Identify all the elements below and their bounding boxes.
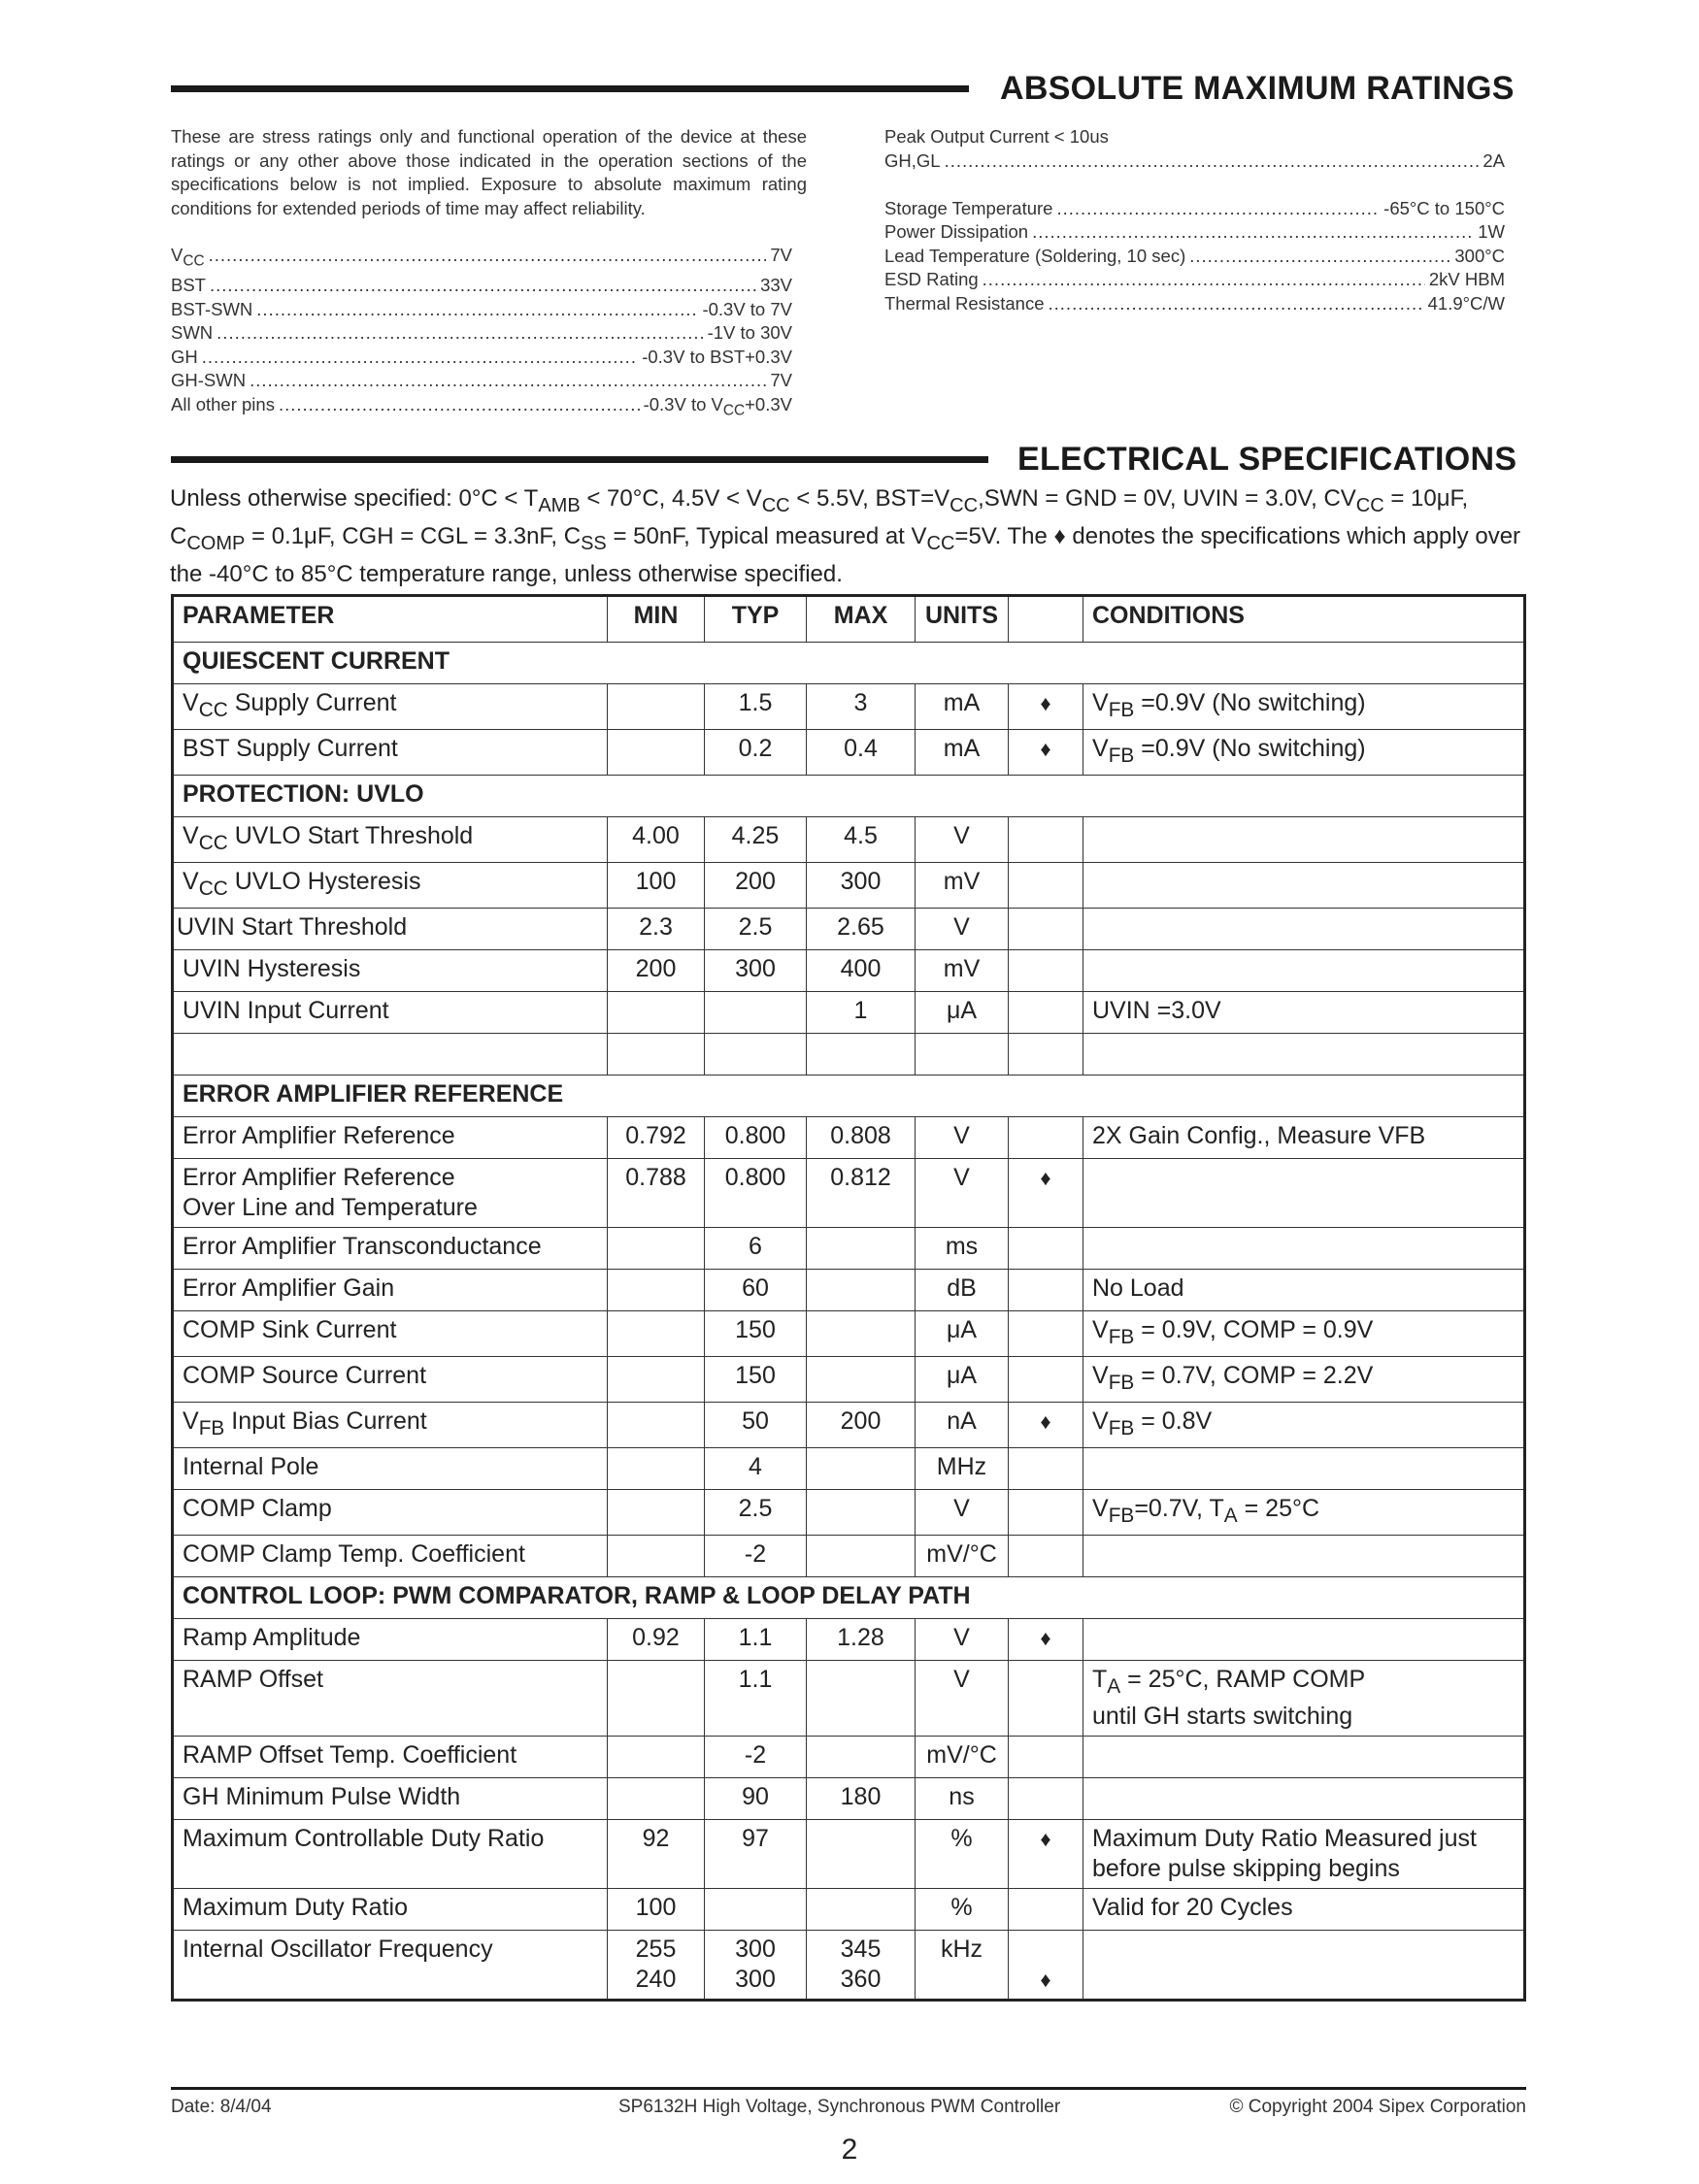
temp-range-diamond-cell xyxy=(1009,1619,1083,1661)
amr-intro: These are stress ratings only and functional operation of the device at these ratings or any other above those indicated in the operation sections of the specifications below is not implied. Exposure to absolute maximum rating conditions for extended periods of time may affect reliability. xyxy=(171,126,807,218)
rating-label: GH xyxy=(171,346,198,367)
rating-value: 7V xyxy=(770,370,792,391)
table-cell xyxy=(608,1490,705,1536)
table-cell: 3 xyxy=(807,684,916,730)
column-header: CONDITIONS xyxy=(1083,596,1525,643)
temp-range-diamond-cell xyxy=(1009,684,1083,730)
table-cell xyxy=(1083,1228,1525,1270)
table-cell xyxy=(807,1820,916,1889)
table-cell: 0.792 xyxy=(608,1117,705,1159)
table-cell: mV/°C xyxy=(916,1536,1009,1577)
table-cell: 300 xyxy=(705,950,807,992)
table-cell: ns xyxy=(916,1778,1009,1820)
table-cell: Error Amplifier Reference Over Line and Temperature xyxy=(173,1159,608,1228)
rating-label: BST xyxy=(171,275,206,296)
table-cell: dB xyxy=(916,1270,1009,1311)
table-row xyxy=(173,1820,1525,1889)
table-cell xyxy=(1083,1778,1525,1820)
table-cell: 1 xyxy=(807,992,916,1034)
table-cell: RAMP Offset Temp. Coefficient xyxy=(173,1737,608,1778)
table-cell: 97 xyxy=(705,1820,807,1889)
table-cell: No Load xyxy=(1083,1270,1525,1311)
table-cell: 60 xyxy=(705,1270,807,1311)
table-cell: 90 xyxy=(705,1778,807,1820)
temp-range-diamond-cell xyxy=(1009,730,1083,776)
table-cell xyxy=(807,1228,916,1270)
table-cell: 150 xyxy=(705,1311,807,1357)
table-cell xyxy=(608,1270,705,1311)
table-cell: % xyxy=(916,1820,1009,1889)
rating-label: Thermal Resistance xyxy=(884,292,1045,314)
table-cell xyxy=(807,1311,916,1357)
table-cell: $V_{FB}=0.7V$, $T_A = 25^\circ C$ xyxy=(1083,1490,1525,1536)
amr-left-list xyxy=(171,244,792,423)
rating-value: -65°C to 150°C xyxy=(1383,197,1505,218)
table-cell: V xyxy=(916,1661,1009,1737)
table-cell xyxy=(1083,1619,1525,1661)
table-cell: ms xyxy=(916,1228,1009,1270)
table-cell: UVIN Start Threshold xyxy=(173,909,608,950)
table-cell: $T_A = 25^\circ C$, RAMP COMP until GH starts switching xyxy=(1083,1661,1525,1737)
temp-range-diamond-cell xyxy=(1009,992,1083,1034)
table-header-row xyxy=(173,596,1525,643)
table-row xyxy=(173,1448,1525,1490)
table-cell xyxy=(608,1737,705,1778)
table-row xyxy=(173,1490,1525,1536)
table-cell: UVIN Input Current xyxy=(173,992,608,1034)
table-cell: $V_{CC}$ UVLO Hysteresis xyxy=(173,863,608,909)
table-cell: 6 xyxy=(705,1228,807,1270)
rating-value: 300°C xyxy=(1454,245,1505,266)
temp-range-diamond-cell xyxy=(1009,1661,1083,1737)
table-cell: 1.1 xyxy=(705,1661,807,1737)
table-row xyxy=(173,1536,1525,1577)
table-cell xyxy=(807,1270,916,1311)
table-cell: μA xyxy=(916,1311,1009,1357)
table-row xyxy=(173,817,1525,863)
table-cell: Maximum Controllable Duty Ratio xyxy=(173,1820,608,1889)
column-header xyxy=(1009,596,1083,643)
table-cell: mA xyxy=(916,684,1009,730)
diamond-icon: ♦ xyxy=(1040,1968,1051,1992)
diamond-icon: ♦ xyxy=(1040,1827,1051,1851)
table-cell xyxy=(1083,950,1525,992)
diamond-icon: ♦ xyxy=(1040,1626,1051,1650)
rating-label: SWN xyxy=(171,322,214,344)
column-header: PARAMETER xyxy=(173,596,608,643)
table-row xyxy=(173,992,1525,1034)
table-cell: 4.00 xyxy=(608,817,705,863)
table-row xyxy=(173,950,1525,992)
rating-label: $V_{CC}$ xyxy=(171,245,205,270)
table-row xyxy=(173,1778,1525,1820)
rating-label: Storage Temperature xyxy=(884,197,1053,218)
table-row xyxy=(173,1737,1525,1778)
table-cell xyxy=(608,1357,705,1403)
page-number: 2 xyxy=(841,2134,858,2166)
table-cell: Error Amplifier Transconductance xyxy=(173,1228,608,1270)
table-row xyxy=(173,1117,1525,1159)
table-cell: 150 xyxy=(705,1357,807,1403)
rating-value: 2kV HBM xyxy=(1428,269,1505,289)
table-cell: 0.800 xyxy=(705,1159,807,1228)
temp-range-diamond-cell xyxy=(1009,1820,1083,1889)
temp-range-diamond-cell xyxy=(1009,909,1083,950)
leader-dots xyxy=(250,369,766,393)
es-rule xyxy=(171,456,988,463)
table-cell: mV/°C xyxy=(916,1737,1009,1778)
temp-range-diamond-cell xyxy=(1009,1737,1083,1778)
leader-dots xyxy=(1056,197,1380,221)
rating-value: -0.3V to BST+0.3V xyxy=(642,346,792,367)
temp-range-diamond-cell xyxy=(1009,817,1083,863)
table-cell: 300 300 xyxy=(705,1931,807,2001)
leader-dots xyxy=(983,268,1425,292)
temp-range-diamond-cell xyxy=(1009,1117,1083,1159)
table-cell: 2.3 xyxy=(608,909,705,950)
table-cell: Maximum Duty Ratio Measured just before pulse skipping begins xyxy=(1083,1820,1525,1889)
table-cell: Internal Oscillator Frequency xyxy=(173,1931,608,2001)
table-cell: μA xyxy=(916,992,1009,1034)
table-cell: V xyxy=(916,909,1009,950)
table-cell: 0.2 xyxy=(705,730,807,776)
rating-label: GH-SWN xyxy=(171,370,247,391)
table-cell: 92 xyxy=(608,1820,705,1889)
table-cell: UVIN Hysteresis xyxy=(173,950,608,992)
temp-range-diamond-cell xyxy=(1009,1931,1083,2001)
table-row xyxy=(173,684,1525,730)
leader-dots xyxy=(256,298,698,322)
table-row xyxy=(173,1357,1525,1403)
table-cell: $V_{CC}$ UVLO Start Threshold xyxy=(173,817,608,863)
table-cell: V xyxy=(916,1619,1009,1661)
table-cell: 0.92 xyxy=(608,1619,705,1661)
table-cell xyxy=(807,1536,916,1577)
table-row xyxy=(173,1403,1525,1448)
table-cell: Error Amplifier Gain xyxy=(173,1270,608,1311)
column-header: MAX xyxy=(807,596,916,643)
table-cell: 0.800 xyxy=(705,1117,807,1159)
temp-range-diamond-cell xyxy=(1009,1490,1083,1536)
table-cell xyxy=(807,1490,916,1536)
table-cell xyxy=(1083,1034,1525,1075)
rating-value: -0.3V to $V_{CC}+0.3V$ xyxy=(643,393,792,419)
table-cell: 200 xyxy=(807,1403,916,1448)
amr-rule xyxy=(171,85,969,92)
table-cell: -2 xyxy=(705,1737,807,1778)
table-cell xyxy=(1083,909,1525,950)
temp-range-diamond-cell xyxy=(1009,863,1083,909)
table-section-row xyxy=(173,776,1525,817)
temp-range-diamond-cell xyxy=(1009,1159,1083,1228)
table-cell xyxy=(608,684,705,730)
temp-range-diamond-cell xyxy=(1009,1034,1083,1075)
leader-dots xyxy=(209,244,767,274)
table-cell xyxy=(608,730,705,776)
table-cell: % xyxy=(916,1889,1009,1931)
table-row xyxy=(173,863,1525,909)
rating-row xyxy=(884,268,1505,292)
temp-range-diamond-cell xyxy=(1009,1228,1083,1270)
table-cell: GH Minimum Pulse Width xyxy=(173,1778,608,1820)
section-title: QUIESCENT CURRENT xyxy=(173,643,1525,684)
rating-row xyxy=(884,149,1505,174)
table-cell: 4 xyxy=(705,1448,807,1490)
table-cell: Valid for 20 Cycles xyxy=(1083,1889,1525,1931)
rating-row xyxy=(171,321,792,346)
es-intro: Unless otherwise specified: $0^\circ C < T_{AMB} < 70^\circ C$, $4.5V < V_{CC} < 5.5V$, $BST=V_{CC},SWN$ = GND = 0V, UVIN = 3.0V, $CV_{CC} = 10\mu F$, $C_{COMP} = 0.1\mu F$, CGH = CGL = 3.3nF, $C_{SS} = 50nF$, Typical measured at $V_{CC}=5V$. The ♦ denotes the specifications which apply over the -40°C to 85°C temperature range, unless otherwise specified. xyxy=(170,485,1521,587)
column-header: UNITS xyxy=(916,596,1009,643)
rating-label: All other pins xyxy=(171,393,275,414)
temp-range-diamond-cell xyxy=(1009,1403,1083,1448)
leader-dots xyxy=(217,321,703,346)
table-cell: 0.808 xyxy=(807,1117,916,1159)
table-cell: BST Supply Current xyxy=(173,730,608,776)
footer-rule xyxy=(171,2087,1526,2090)
amr-title: ABSOLUTE MAXIMUM RATINGS xyxy=(1000,70,1515,107)
table-row xyxy=(173,1311,1525,1357)
diamond-icon: ♦ xyxy=(1040,691,1051,715)
es-header xyxy=(171,441,1526,479)
rating-value: 41.9°C/W xyxy=(1427,292,1505,314)
table-cell: nA xyxy=(916,1403,1009,1448)
table-cell xyxy=(807,1448,916,1490)
rating-row xyxy=(884,197,1505,221)
table-cell: 0.788 xyxy=(608,1159,705,1228)
rating-label: BST-SWN xyxy=(171,298,253,319)
table-cell: 0.812 xyxy=(807,1159,916,1228)
temp-range-diamond-cell xyxy=(1009,1357,1083,1403)
leader-dots xyxy=(1049,292,1424,316)
table-cell: MHz xyxy=(916,1448,1009,1490)
rating-row xyxy=(171,274,792,298)
table-cell xyxy=(608,1661,705,1737)
table-cell: 2.5 xyxy=(705,909,807,950)
rating-row xyxy=(171,244,792,274)
table-cell: 2.65 xyxy=(807,909,916,950)
rating-label: ESD Rating xyxy=(884,269,979,289)
table-cell: 2.5 xyxy=(705,1490,807,1536)
table-cell: 345 360 xyxy=(807,1931,916,2001)
temp-range-diamond-cell xyxy=(1009,1889,1083,1931)
table-cell: μA xyxy=(916,1357,1009,1403)
table-cell: 4.5 xyxy=(807,817,916,863)
table-row xyxy=(173,1661,1525,1737)
table-cell: 100 xyxy=(608,1889,705,1931)
table-cell xyxy=(705,992,807,1034)
temp-range-diamond-cell xyxy=(1009,1270,1083,1311)
es-title: ELECTRICAL SPECIFICATIONS xyxy=(1017,441,1517,478)
rating-value: -1V to 30V xyxy=(707,322,792,344)
table-cell: 1.5 xyxy=(705,684,807,730)
diamond-icon: ♦ xyxy=(1040,1409,1051,1434)
table-cell: COMP Source Current xyxy=(173,1357,608,1403)
rating-row xyxy=(884,292,1505,316)
table-row xyxy=(173,1889,1525,1931)
table-row xyxy=(173,1228,1525,1270)
peak-output-label: Peak Output Current < 10us xyxy=(884,126,1109,147)
table-cell: 255 240 xyxy=(608,1931,705,2001)
table-cell: $V_{FB}$ Input Bias Current xyxy=(173,1403,608,1448)
table-cell: kHz xyxy=(916,1931,1009,2001)
table-cell: $V_{FB} =0.9V$ (No switching) xyxy=(1083,730,1525,776)
leader-dots xyxy=(945,149,1480,174)
table-cell xyxy=(705,1889,807,1931)
section-title: PROTECTION: UVLO xyxy=(173,776,1525,817)
temp-range-diamond-cell xyxy=(1009,1448,1083,1490)
column-header: TYP xyxy=(705,596,807,643)
table-cell: 2X Gain Config., Measure VFB xyxy=(1083,1117,1525,1159)
table-cell xyxy=(916,1034,1009,1075)
rating-value: 7V xyxy=(770,245,792,265)
table-cell: COMP Sink Current xyxy=(173,1311,608,1357)
table-section-row xyxy=(173,643,1525,684)
table-cell xyxy=(1083,1159,1525,1228)
table-cell xyxy=(608,1448,705,1490)
table-cell: 100 xyxy=(608,863,705,909)
table-cell xyxy=(1083,1931,1525,2001)
table-cell: mV xyxy=(916,863,1009,909)
table-cell: 180 xyxy=(807,1778,916,1820)
table-cell: $V_{FB} = 0.7V$, COMP = 2.2V xyxy=(1083,1357,1525,1403)
table-row xyxy=(173,1270,1525,1311)
spec-table xyxy=(171,594,1526,2002)
table-cell xyxy=(1083,817,1525,863)
table-cell: RAMP Offset xyxy=(173,1661,608,1737)
table-cell xyxy=(608,1034,705,1075)
table-section-row xyxy=(173,1577,1525,1619)
table-cell: 400 xyxy=(807,950,916,992)
table-cell xyxy=(807,1737,916,1778)
table-cell xyxy=(807,1034,916,1075)
table-cell: Ramp Amplitude xyxy=(173,1619,608,1661)
table-cell: COMP Clamp Temp. Coefficient xyxy=(173,1536,608,1577)
table-cell: 300 xyxy=(807,863,916,909)
table-cell: COMP Clamp xyxy=(173,1490,608,1536)
diamond-icon: ♦ xyxy=(1040,1166,1051,1190)
rating-label: Lead Temperature (Soldering, 10 sec) xyxy=(884,245,1186,266)
table-cell xyxy=(608,1228,705,1270)
temp-range-diamond-cell xyxy=(1009,1311,1083,1357)
table-cell: Internal Pole xyxy=(173,1448,608,1490)
table-cell: 0.4 xyxy=(807,730,916,776)
amr-right-list xyxy=(884,125,1505,315)
rating-row xyxy=(884,245,1505,269)
table-cell xyxy=(807,1889,916,1931)
amr-header xyxy=(171,70,1526,108)
rating-value: 2A xyxy=(1482,149,1505,171)
footer-product: SP6132H High Voltage, Synchronous PWM Controller xyxy=(618,2097,1061,2117)
table-cell xyxy=(608,1311,705,1357)
table-cell: Error Amplifier Reference xyxy=(173,1117,608,1159)
table-cell xyxy=(1083,1536,1525,1577)
rating-row xyxy=(884,220,1505,245)
footer-date: Date: 8/4/04 xyxy=(171,2097,272,2117)
table-cell: mA xyxy=(916,730,1009,776)
rating-label: GH,GL xyxy=(884,149,941,171)
table-cell: -2 xyxy=(705,1536,807,1577)
rating-label: Power Dissipation xyxy=(884,221,1029,242)
table-cell: 200 xyxy=(705,863,807,909)
table-cell: mV xyxy=(916,950,1009,992)
section-title: CONTROL LOOP: PWM COMPARATOR, RAMP & LOOP DELAY PATH xyxy=(173,1577,1525,1619)
table-cell xyxy=(807,1357,916,1403)
table-row xyxy=(173,1619,1525,1661)
table-cell: 4.25 xyxy=(705,817,807,863)
rating-value: 1W xyxy=(1478,221,1505,242)
leader-dots xyxy=(279,393,640,423)
table-cell xyxy=(1083,863,1525,909)
table-cell xyxy=(1083,1737,1525,1778)
rating-value: -0.3V to 7V xyxy=(702,298,792,319)
rating-row xyxy=(171,393,792,423)
leader-dots xyxy=(1189,245,1450,269)
temp-range-diamond-cell xyxy=(1009,950,1083,992)
table-section-row xyxy=(173,1075,1525,1117)
table-cell: V xyxy=(916,1117,1009,1159)
table-cell xyxy=(608,992,705,1034)
leader-dots xyxy=(202,346,638,370)
table-row xyxy=(173,1034,1525,1075)
table-cell xyxy=(807,1661,916,1737)
footer-copyright: © Copyright 2004 Sipex Corporation xyxy=(1229,2097,1526,2117)
table-row xyxy=(173,730,1525,776)
section-title: ERROR AMPLIFIER REFERENCE xyxy=(173,1075,1525,1117)
table-cell: 50 xyxy=(705,1403,807,1448)
table-cell xyxy=(173,1034,608,1075)
table-row xyxy=(173,1931,1525,2001)
rating-row xyxy=(171,346,792,370)
table-cell xyxy=(608,1403,705,1448)
table-cell: $V_{FB} = 0.9V$, COMP = 0.9V xyxy=(1083,1311,1525,1357)
table-cell: $V_{FB} =0.9V$ (No switching) xyxy=(1083,684,1525,730)
table-cell: 1.1 xyxy=(705,1619,807,1661)
table-cell: Maximum Duty Ratio xyxy=(173,1889,608,1931)
table-cell: V xyxy=(916,1490,1009,1536)
rating-row xyxy=(171,298,792,322)
table-cell: $V_{CC}$ Supply Current xyxy=(173,684,608,730)
table-cell xyxy=(705,1034,807,1075)
table-cell: $V_{FB} = 0.8V$ xyxy=(1083,1403,1525,1448)
table-cell: V xyxy=(916,817,1009,863)
diamond-icon: ♦ xyxy=(1040,737,1051,761)
table-cell: 200 xyxy=(608,950,705,992)
column-header: MIN xyxy=(608,596,705,643)
leader-dots xyxy=(1032,220,1474,245)
table-cell: V xyxy=(916,1159,1009,1228)
table-cell xyxy=(1083,1448,1525,1490)
rating-row xyxy=(171,369,792,393)
table-row xyxy=(173,909,1525,950)
table-row xyxy=(173,1159,1525,1228)
rating-value: 33V xyxy=(760,275,792,296)
table-cell xyxy=(608,1778,705,1820)
table-cell: UVIN =3.0V xyxy=(1083,992,1525,1034)
leader-dots xyxy=(210,274,756,298)
table-cell: 1.28 xyxy=(807,1619,916,1661)
table-cell xyxy=(608,1536,705,1577)
temp-range-diamond-cell xyxy=(1009,1778,1083,1820)
temp-range-diamond-cell xyxy=(1009,1536,1083,1577)
